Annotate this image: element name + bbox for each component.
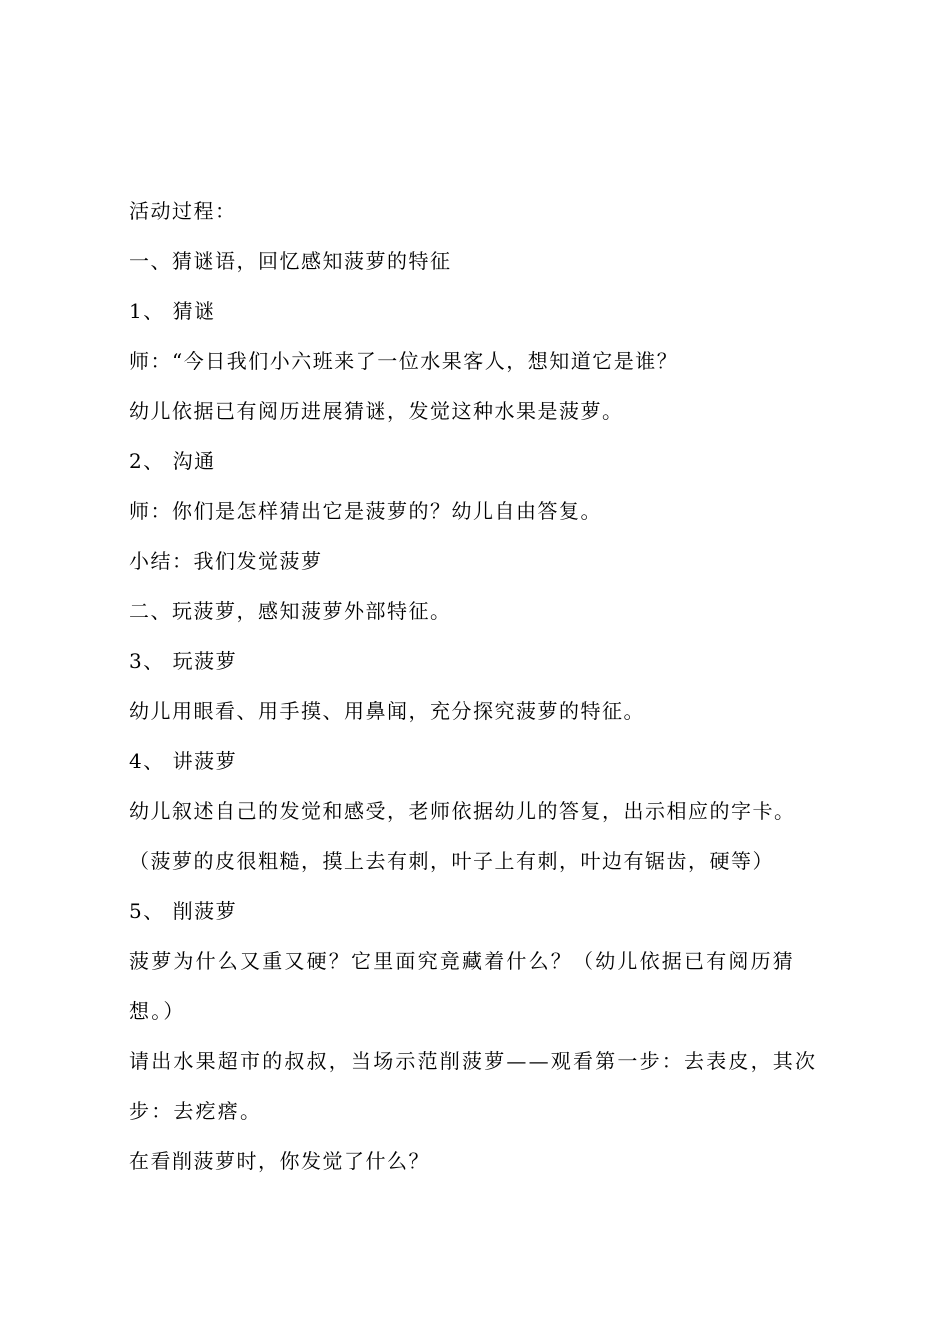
document-body (129, 186, 829, 1186)
paragraph: 小结：我们发觉菠萝 (129, 549, 323, 573)
paragraph: 师：你们是怎样猜出它是菠萝的？幼儿自由答复。 (129, 499, 602, 523)
subsection-heading: 二、玩菠萝，感知菠萝外部特征。 (129, 599, 452, 623)
paragraph: 幼儿用眼看、用手摸、用鼻闻，充分探究菠萝的特征。 (129, 699, 645, 723)
paragraph: 师：“今日我们小六班来了一位水果客人，想知道它是谁？ (129, 349, 679, 373)
paragraph: 幼儿叙述自己的发觉和感受，老师依据幼儿的答复，出示相应的字卡。 (129, 799, 796, 823)
numbered-step: 1、 猜谜 (129, 299, 216, 323)
numbered-step: 3、 玩菠萝 (129, 649, 238, 673)
numbered-step: 5、 削菠萝 (129, 899, 238, 923)
numbered-step: 4、 讲菠萝 (129, 749, 238, 773)
subsection-heading: 一、猜谜语，回忆感知菠萝的特征 (129, 249, 452, 273)
paragraph: 在看削菠萝时，你发觉了什么？ (129, 1149, 430, 1173)
paragraph: 请出水果超市的叔叔，当场示范削菠萝——观看第一步：去表皮，其次步：去疙瘩。 (129, 1049, 818, 1123)
paragraph: 幼儿依据已有阅历进展猜谜，发觉这种水果是菠萝。 (129, 399, 624, 423)
numbered-step: 2、 沟通 (129, 449, 216, 473)
paragraph: 菠萝为什么又重又硬？它里面究竟藏着什么？（幼儿依据已有阅历猜想。） (129, 949, 795, 1023)
paragraph: （菠萝的皮很粗糙，摸上去有刺，叶子上有刺，叶边有锯齿，硬等） (129, 849, 774, 873)
section-heading: 活动过程： (129, 199, 237, 223)
